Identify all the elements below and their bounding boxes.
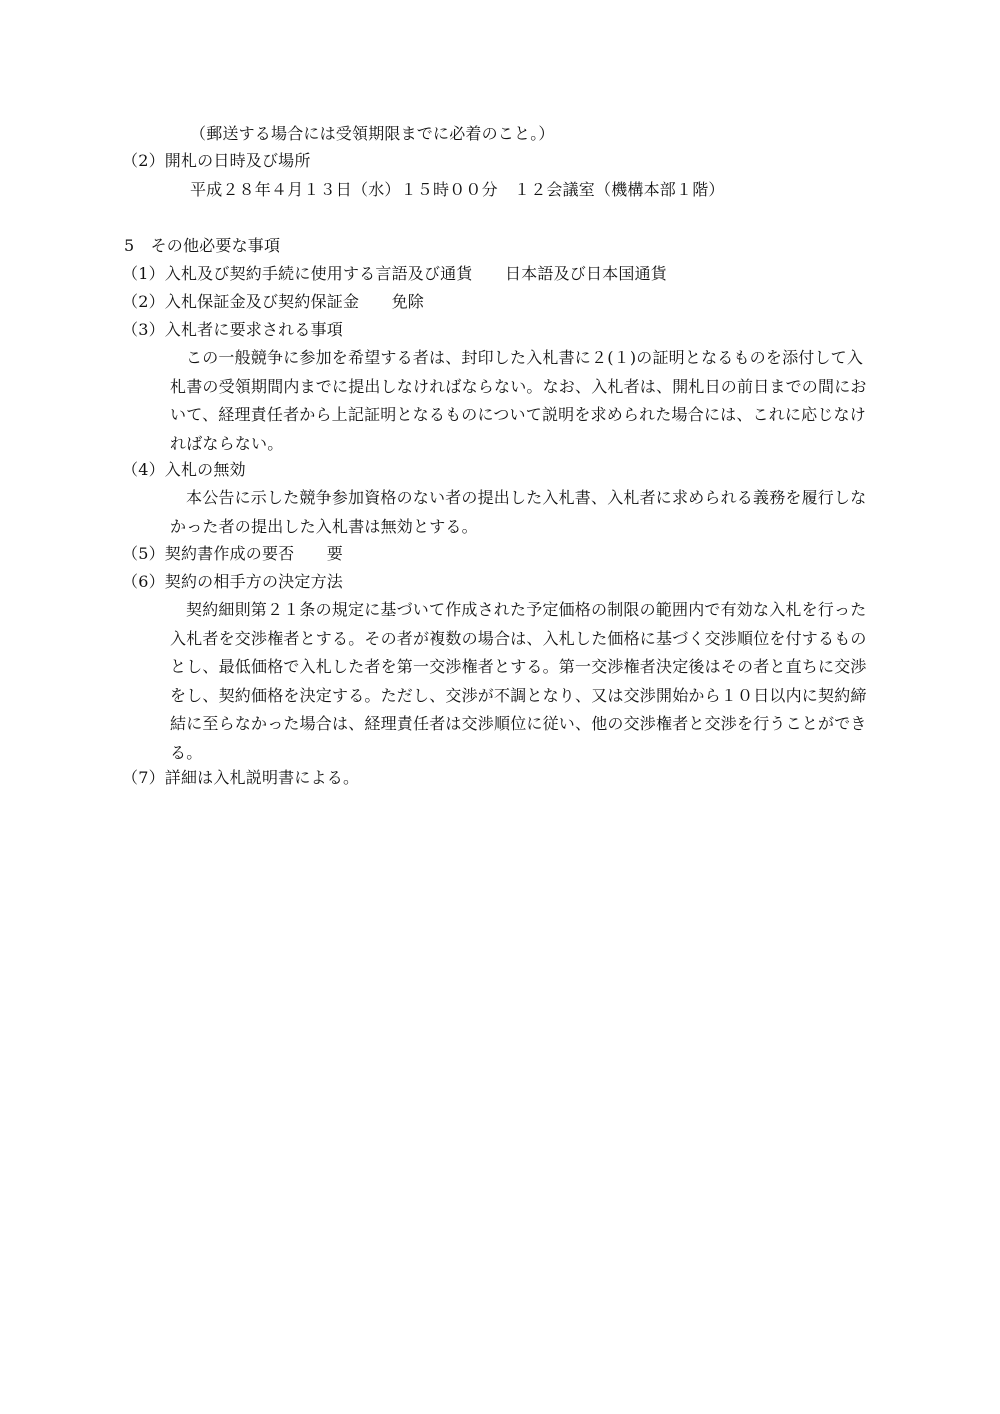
counterparty-method-line: 契約細則第２１条の規定に基づいて作成された予定価格の制限の範囲内で有効な入札を行った	[186, 600, 867, 619]
mail-deadline-note: （郵送する場合には受領期限までに必着のこと。）	[190, 124, 555, 143]
bidder-requirements-line: いて、経理責任者から上記証明となるものについて説明を求められた場合には、これに応じなけ	[170, 405, 866, 424]
bid-invalid-body	[170, 484, 884, 541]
counterparty-method-line: をし、契約価格を決定する。ただし、交渉が不調となり、又は交渉開始から１０日以内に契約締	[170, 685, 867, 705]
details-item: （7）詳細は入札説明書による。	[122, 768, 360, 787]
bid-invalid-line: 本公告に示した競争参加資格のない者の提出した入札書、入札者に求められる義務を履行しな	[186, 488, 867, 507]
opening-date-body: 平成２８年４月１３日（水）１５時００分 １２会議室（機構本部１階）	[190, 180, 725, 199]
language-currency-item: （1）入札及び契約手続に使用する言語及び通貨 日本語及び日本国通貨	[122, 264, 667, 283]
bid-invalid-heading: （4）入札の無効	[122, 460, 246, 479]
bidder-requirements-line: ればならない。	[170, 433, 284, 453]
guarantee-item: （2）入札保証金及び契約保証金 免除	[122, 292, 424, 311]
counterparty-method-line: る。	[170, 742, 203, 762]
counterparty-method-line: 入札者を交渉権者とする。その者が複数の場合は、入札した価格に基づく交渉順位を付するもの	[170, 628, 867, 648]
bidder-requirements-line: 札書の受領期間内までに提出しなければならない。なお、入札者は、開札日の前日までの間にお	[170, 376, 867, 396]
bidder-requirements-heading: （3）入札者に要求される事項	[122, 320, 343, 339]
bid-invalid-line: かった者の提出した入札書は無効とする。	[170, 516, 478, 536]
counterparty-method-line: 結に至らなかった場合は、経理責任者は交渉順位に従い、他の交渉権者と交渉を行うことができ	[170, 714, 867, 733]
bidder-requirements-body	[170, 344, 884, 458]
counterparty-method-line: とし、最低価格で入札した者を第一交渉権者とする。第一交渉権者決定後はその者と直ちに交渉	[170, 657, 867, 676]
bidder-requirements-line: この一般競争に参加を希望する者は、封印した入札書に２(１)の証明となるものを添付して入	[186, 348, 864, 367]
section5-heading: 5 その他必要な事項	[124, 236, 281, 255]
counterparty-method-heading: （6）契約の相手方の決定方法	[122, 572, 343, 591]
opening-date-heading: （2）開札の日時及び場所	[122, 151, 311, 170]
contract-document-item: （5）契約書作成の要否 要	[122, 544, 343, 563]
counterparty-method-body	[170, 596, 884, 767]
